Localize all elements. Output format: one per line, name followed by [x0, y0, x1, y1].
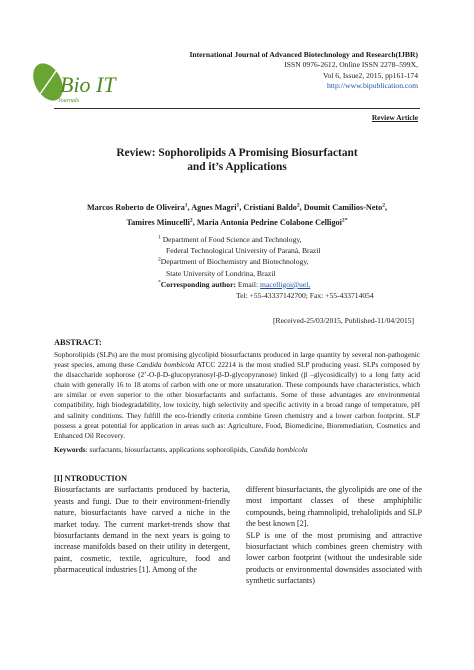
author-name: Agnes Magri	[191, 203, 237, 212]
author-name: Doumit Camilios-Neto	[303, 203, 383, 212]
author-name: Cristiani Baldo	[243, 203, 297, 212]
received-published-dates: [Received-25/03/2015, Published-11/04/2015]	[272, 316, 414, 325]
keywords: Keywords: surfactants, biosurfactants, applications sophorolipids, Candida bombicola	[54, 445, 308, 454]
logo-subtext: Journals	[58, 98, 79, 104]
author-name: Tamires Minucelli	[126, 217, 190, 227]
affiliation-2-institution: State University of Londrina, Brazil	[166, 268, 276, 278]
author-name: Marcos Roberto de Oliveira	[86, 203, 185, 212]
affiliation-2: $^2$Department of Biochemistry and Biotechnology,	[158, 256, 309, 267]
affiliations	[158, 234, 428, 301]
intro-left-column	[54, 473, 230, 576]
logo-text: Bio IT	[60, 72, 116, 97]
journal-issn: ISSN 0976-2612, Online ISSN 2278–599X,	[284, 60, 418, 70]
author-line-1: Marcos Roberto de Oliveira$^1$, Agnes Magri$^1$, Cristiani Baldo$^2$, Doumit Camilios-Neto$^2$,	[86, 202, 388, 212]
journal-volume: Vol 6, Issue2, 2015, pp161-174	[323, 70, 418, 80]
paragraph: SLP is one of the most promising and attractive biosurfactant which combines green chemistry with lower carbon footprint (without the undesirable side products or environmental downsides associated with synthetic surfactants)	[246, 530, 422, 586]
journal-info	[118, 50, 418, 92]
affiliation-1: $^1$ Department of Food Science and Technology,	[158, 234, 302, 244]
intro-right-column	[246, 484, 422, 587]
author-list	[54, 201, 420, 230]
affiliation-1-institution: Federal Technological University of Paraná, Brazil	[166, 246, 321, 256]
header-divider	[54, 108, 420, 109]
corresponding-author: *Corresponding author: Email: macelligoi@uel,	[158, 279, 311, 289]
author-line-2: Tamires Minucelli$^2$, Maria Antonia Pedrine Colabone Celligoi$^{2*}$	[126, 216, 348, 227]
title-line-1: Review: Sophorolipids A Promising Biosurfactant	[116, 147, 358, 159]
contact-phone: Tel: +55-43337142700; Fax: +55-433714054	[236, 291, 374, 301]
journal-url-link[interactable]: http://www.bipublication.com	[326, 81, 418, 91]
abstract-text: Sophorolipids (SLPs) are the most promising glycolipid biosurfactants produced in large quantity by several non-pathogenic yeast species, among these Candida bombicola ATCC 22214 is the most studied SLP producing yeast. SLPs composed by the disaccharide sophorose (2’-O-β-D-glucopyranosyl-β-D-glycopyranose) linked (β –glycosidically) to a long fatty acid chain with generally 16 to 18 atoms of carbon with one or more unsaturation. These compounds have characteristics, which are similar or even superior to the other biosurfactants and surfactants. Some of these advantages are environmental compatibility, high biodegradability, low toxicity, high selectivity and specific activity in a broad range of temperature, pH and salinity conditions. They fulfill the eco-friendly criteria combine Green chemistry and a lower carbon footprint. SLP possess a great potential for application in areas such as: Agriculture, Food, Biomedicine, Bioremediation, Cosmetics and Enhanced Oil Recovery.	[54, 350, 420, 440]
paragraph: different biosurfactants, the glycolipids are one of the most important classes of these amphiphilic compounds, being rhamnolipid, trehalolipids and SLP the best known [2].	[246, 485, 422, 529]
section-heading-introduction: [I] NTRODUCTION	[54, 474, 128, 483]
paper-title	[54, 146, 420, 174]
abstract-heading: ABSTRACT:	[54, 338, 102, 347]
author-name: Maria Antonia Pedrine Colabone Celligoi	[196, 217, 342, 227]
journal-name: International Journal of Advanced Biotechnology and Research(IJBR)	[189, 50, 418, 59]
email-link[interactable]: macelligoi@uel,	[260, 279, 311, 289]
paragraph: Biosurfactants are surfactants produced by bacteria, yeasts and fungi. Due to their environment-friendly nature, biosurfactants have carved a niche in the market today. The current market-trends show that biosurfactants demand in the next years is going to increase manifolds based on their utility in detergent, paint, cosmetic, textile, agriculture, food and pharmaceutical industries [1]. Among of the	[54, 485, 230, 575]
article-type-label: Review Article	[371, 113, 418, 122]
title-line-2: and it’s Applications	[187, 161, 287, 173]
